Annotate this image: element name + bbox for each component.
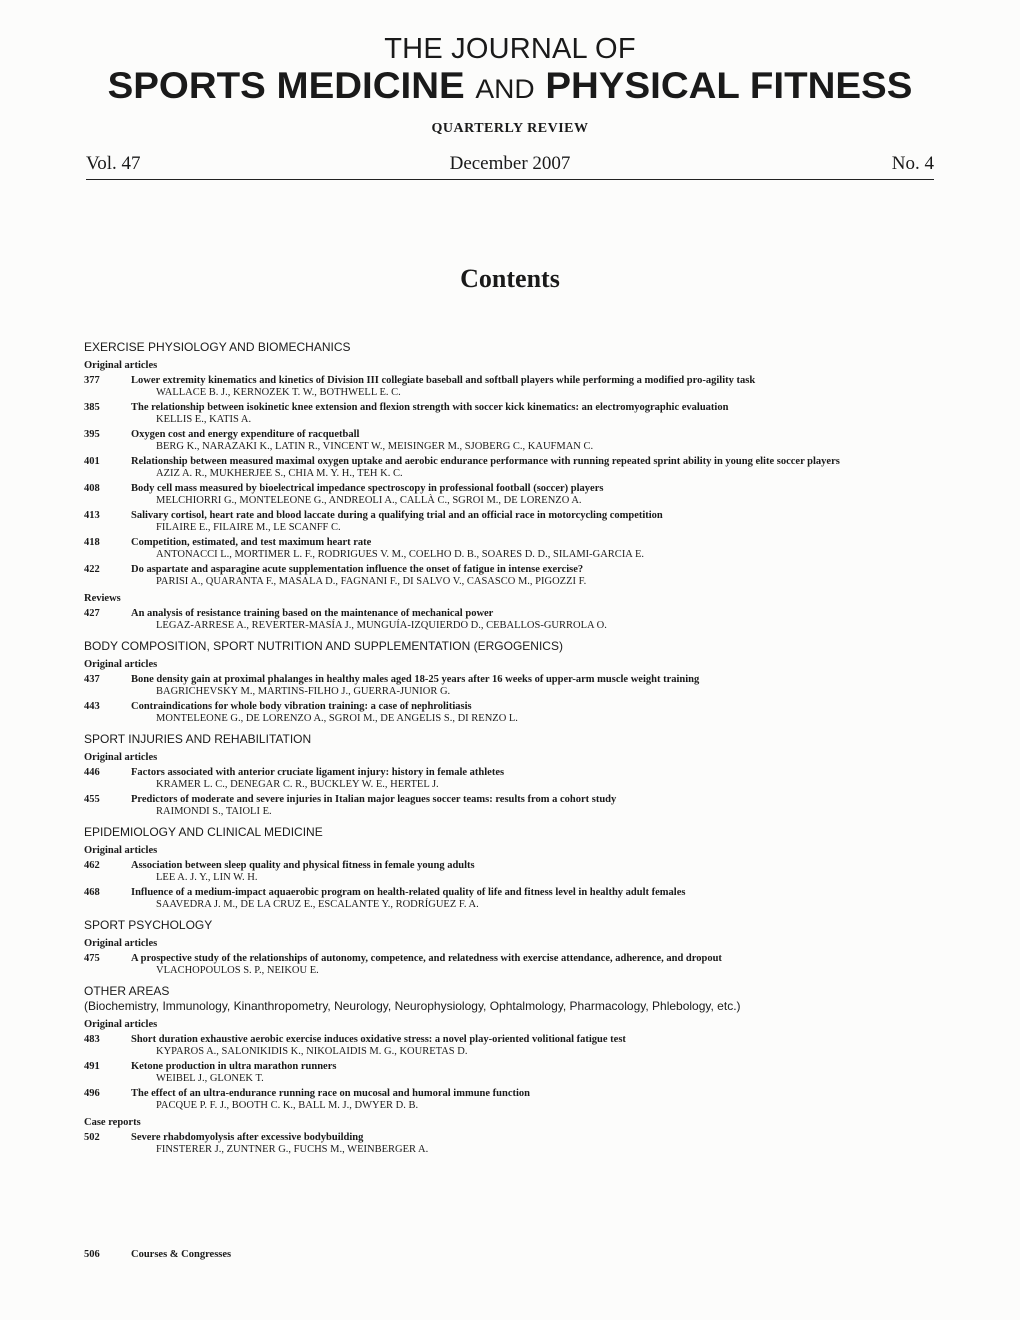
article-page-number: 455 <box>84 794 100 805</box>
article-entry <box>84 674 944 698</box>
article-title: An analysis of resistance training based on the maintenance of mechanical power <box>131 608 494 619</box>
article-entry <box>84 564 944 588</box>
article-group-label: Original articles <box>84 845 158 856</box>
journal-title-and: AND <box>475 74 535 104</box>
article-page-number: 385 <box>84 402 100 413</box>
article-authors: VLACHOPOULOS S. P., NEIKOU E. <box>156 965 319 976</box>
article-page-number: 443 <box>84 701 100 712</box>
article-page-number: 395 <box>84 429 100 440</box>
article-page-number: 418 <box>84 537 100 548</box>
article-page-number: 462 <box>84 860 100 871</box>
article-entry <box>84 537 944 561</box>
article-title: Contraindications for whole body vibration training: a case of nephrolitiasis <box>131 701 472 712</box>
article-page-number: 413 <box>84 510 100 521</box>
article-authors: ANTONACCI L., MORTIMER L. F., RODRIGUES V. M., COELHO D. B., SOARES D. D., SILAMI-GARCIA E. <box>156 549 644 560</box>
article-group-label: Original articles <box>84 938 158 949</box>
article-entry <box>84 701 944 725</box>
article-page-number: 475 <box>84 953 100 964</box>
article-entry <box>84 953 944 977</box>
article-page-number: 483 <box>84 1034 100 1045</box>
article-page-number: 427 <box>84 608 100 619</box>
article-entry <box>84 510 944 534</box>
article-authors: WALLACE B. J., KERNOZEK T. W., BOTHWELL E. C. <box>156 387 401 398</box>
article-title: Short duration exhaustive aerobic exercise induces oxidative stress: a novel play-oriented volitional fatigue test <box>131 1034 626 1045</box>
article-page-number: 502 <box>84 1132 100 1143</box>
journal-title-line1: THE JOURNAL OF <box>384 33 636 65</box>
article-page-number: 408 <box>84 483 100 494</box>
article-authors: AZIZ A. R., MUKHERJEE S., CHIA M. Y. H., TEH K. C. <box>156 468 403 479</box>
article-page-number: 491 <box>84 1061 100 1072</box>
article-title: Factors associated with anterior cruciate ligament injury: history in female athletes <box>131 767 505 778</box>
article-entry <box>84 1088 944 1112</box>
toc-section <box>84 825 944 911</box>
article-page-number: 377 <box>84 375 100 386</box>
article-title: Bone density gain at proximal phalanges in healthy males aged 18-25 years after 16 weeks of upper-arm muscle weight training <box>131 674 700 685</box>
article-entry <box>84 456 944 480</box>
toc-section <box>84 340 944 632</box>
toc-section <box>84 984 944 1156</box>
section-title: OTHER AREAS <box>84 984 170 998</box>
article-authors: KELLIS E., KATIS A. <box>156 414 252 425</box>
toc-section <box>84 918 944 977</box>
article-title: Body cell mass measured by bioelectrical impedance spectroscopy in professional football (soccer) players <box>131 483 604 494</box>
article-title: The effect of an ultra-endurance running race on mucosal and humoral immune function <box>131 1088 530 1099</box>
article-entry <box>84 860 944 884</box>
article-title: The relationship between isokinetic knee extension and flexion strength with soccer kick kinematics: an electromyographic evaluation <box>131 402 729 413</box>
article-authors: LEE A. J. Y., LIN W. H. <box>156 872 258 883</box>
article-page-number: 401 <box>84 456 100 467</box>
article-authors: BAGRICHEVSKY M., MARTINS-FILHO J., GUERRA-JUNIOR G. <box>156 686 451 697</box>
toc-section <box>84 639 944 725</box>
article-title: Competition, estimated, and test maximum heart rate <box>131 537 372 548</box>
article-group-label: Original articles <box>84 659 158 670</box>
article-title: Oxygen cost and energy expenditure of racquetball <box>131 429 360 440</box>
article-title: A prospective study of the relationships of autonomy, competence, and relatedness with exercise attendance, adherence, and dropout <box>131 953 722 964</box>
volume-number: Vol. 47 <box>86 153 141 174</box>
journal-title-part-b: PHYSICAL FITNESS <box>545 65 913 106</box>
article-entry <box>84 794 944 818</box>
article-authors: BERG K., NARAZAKI K., LATIN R., VINCENT W., MEISINGER M., SJOBERG C., KAUFMAN C. <box>156 441 594 452</box>
toc-section <box>84 732 944 818</box>
article-authors: SAAVEDRA J. M., DE LA CRUZ E., ESCALANTE Y., RODRÍGUEZ F. A. <box>156 899 479 910</box>
article-authors: KYPAROS A., SALONIKIDIS K., NIKOLAIDIS M. G., KOURETAS D. <box>156 1046 468 1057</box>
section-title: EXERCISE PHYSIOLOGY AND BIOMECHANICS <box>84 340 351 354</box>
article-title: Influence of a medium-impact aquaerobic program on health-related quality of life and fitness level in healthy adult females <box>131 887 686 898</box>
journal-title-line2 <box>0 66 1020 109</box>
article-title: Ketone production in ultra marathon runners <box>131 1061 337 1072</box>
article-entry <box>84 402 944 426</box>
journal-subtitle: QUARTERLY REVIEW <box>431 121 589 136</box>
article-group-label: Original articles <box>84 752 158 763</box>
final-entry-title: Courses & Congresses <box>131 1249 232 1260</box>
section-title: BODY COMPOSITION, SPORT NUTRITION AND SUPPLEMENTATION (ERGOGENICS) <box>84 639 563 653</box>
section-title: SPORT INJURIES AND REHABILITATION <box>84 732 312 746</box>
article-authors: KRAMER L. C., DENEGAR C. R., BUCKLEY W. E., HERTEL J. <box>156 779 439 790</box>
article-entry <box>84 429 944 453</box>
article-page-number: 422 <box>84 564 100 575</box>
article-authors: WEIBEL J., GLONEK T. <box>156 1073 264 1084</box>
table-of-contents <box>84 333 944 1162</box>
article-page-number: 468 <box>84 887 100 898</box>
article-authors: LEGAZ-ARRESE A., REVERTER-MASÍA J., MUNGUÍA-IZQUIERDO D., CEBALLOS-GURROLA O. <box>156 620 607 631</box>
article-title: Salivary cortisol, heart rate and blood laccate during a qualifying trial and an official race in motorcycling competition <box>131 510 663 521</box>
article-title: Lower extremity kinematics and kinetics of Division III collegiate baseball and softball players while performing a modified pro-agility task <box>131 375 756 386</box>
article-entry <box>84 767 944 791</box>
article-title: Association between sleep quality and physical fitness in female young adults <box>131 860 475 871</box>
issue-date: December 2007 <box>449 153 571 174</box>
article-page-number: 496 <box>84 1088 100 1099</box>
article-page-number: 446 <box>84 767 100 778</box>
section-title: SPORT PSYCHOLOGY <box>84 918 213 932</box>
article-authors: RAIMONDI S., TAIOLI E. <box>156 806 272 817</box>
article-entry <box>84 1061 944 1085</box>
article-entry <box>84 375 944 399</box>
article-title: Do aspartate and asparagine acute supplementation influence the onset of fatigue in intense exercise? <box>131 564 584 575</box>
article-group-label: Original articles <box>84 360 158 371</box>
article-group-label: Reviews <box>84 593 121 604</box>
final-entry <box>84 1249 231 1260</box>
section-title: EPIDEMIOLOGY AND CLINICAL MEDICINE <box>84 825 323 839</box>
article-page-number: 437 <box>84 674 100 685</box>
contents-heading: Contents <box>460 264 560 293</box>
article-authors: MONTELEONE G., DE LORENZO A., SGROI M., DE ANGELIS S., DI RENZO L. <box>156 713 518 724</box>
article-entry <box>84 1132 944 1156</box>
issue-info-row <box>86 153 934 180</box>
article-title: Severe rhabdomyolysis after excessive bodybuilding <box>131 1132 364 1143</box>
journal-masthead <box>0 34 1020 109</box>
article-entry <box>84 887 944 911</box>
issue-number: No. 4 <box>891 153 934 174</box>
article-group-label: Original articles <box>84 1019 158 1030</box>
article-authors: MELCHIORRI G., MONTELEONE G., ANDREOLI A., CALLÀ C., SGROI M., DE LORENZO A. <box>156 495 582 506</box>
article-authors: FINSTERER J., ZUNTNER G., FUCHS M., WEINBERGER A. <box>156 1144 429 1155</box>
article-authors: FILAIRE E., FILAIRE M., LE SCANFF C. <box>156 522 341 533</box>
article-title: Relationship between measured maximal oxygen uptake and aerobic endurance performance with running repeated sprint ability in young elite soccer players <box>131 456 840 467</box>
final-entry-page: 506 <box>84 1249 100 1260</box>
article-entry <box>84 608 944 632</box>
article-authors: PACQUE P. F. J., BOOTH C. K., BALL M. J., DWYER D. B. <box>156 1100 419 1111</box>
journal-title-part-a: SPORTS MEDICINE <box>107 65 465 106</box>
article-entry <box>84 1034 944 1058</box>
article-entry <box>84 483 944 507</box>
article-group-label: Case reports <box>84 1117 141 1128</box>
article-title: Predictors of moderate and severe injuries in Italian major leagues soccer teams: results from a cohort study <box>131 794 617 805</box>
article-authors: PARISI A., QUARANTA F., MASALA D., FAGNANI F., DI SALVO V., CASASCO M., PIGOZZI F. <box>156 576 587 587</box>
section-subtitle: (Biochemistry, Immunology, Kinanthropometry, Neurology, Neurophysiology, Ophtalmology, Pharmacology, Phlebology, etc.) <box>84 999 741 1013</box>
